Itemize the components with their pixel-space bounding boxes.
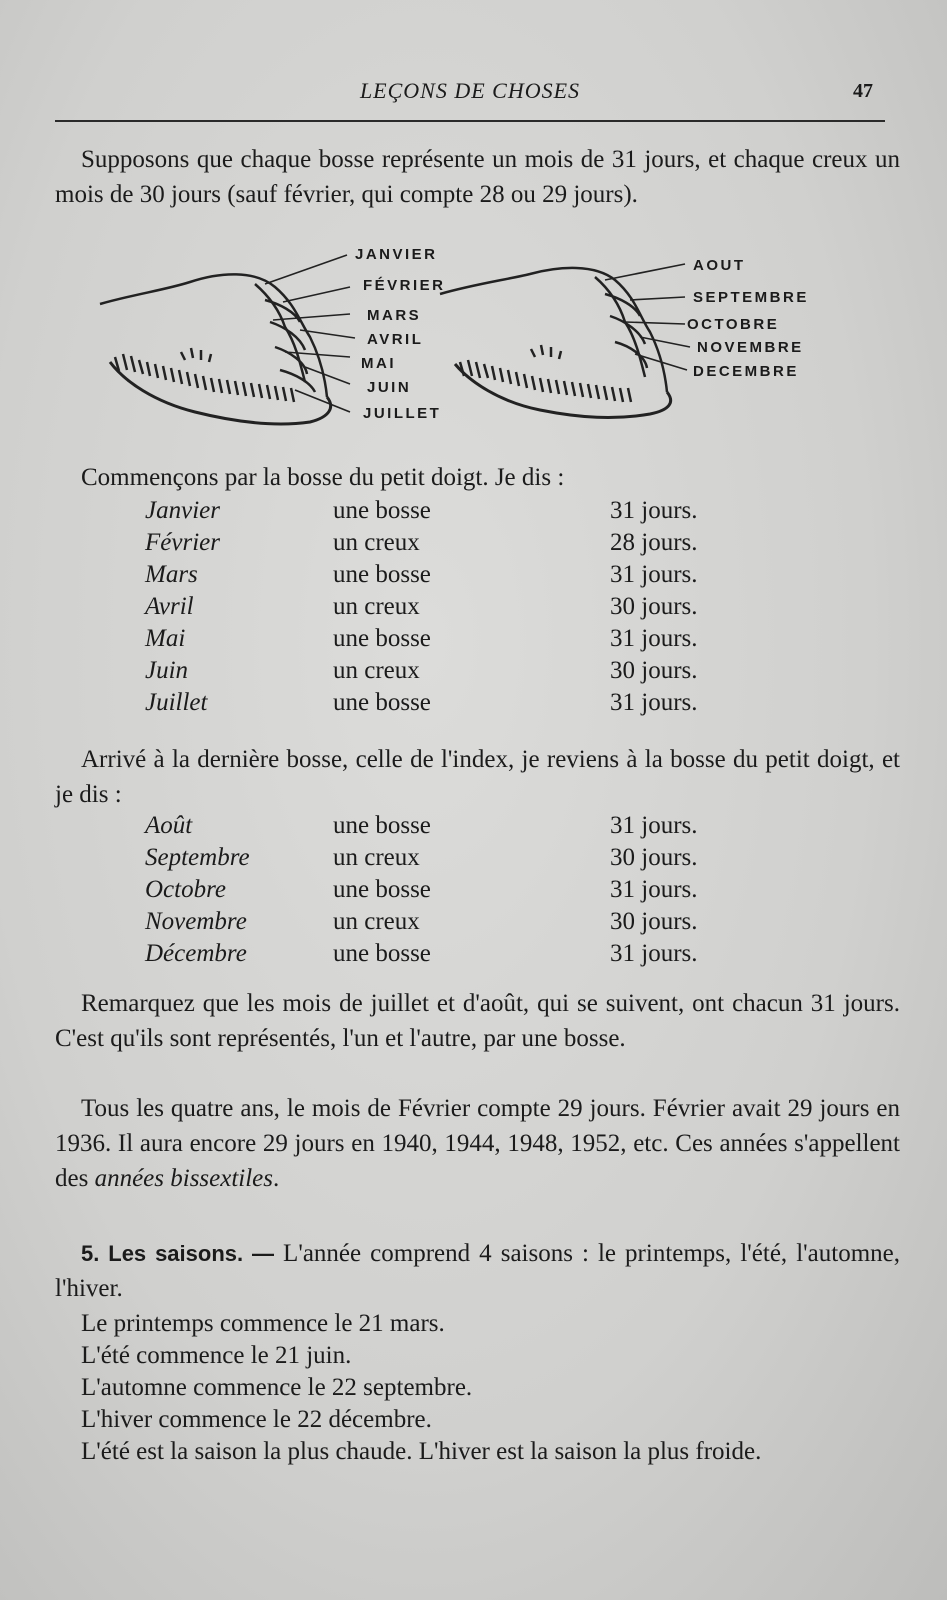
right-fist-drawing bbox=[440, 268, 671, 418]
month-kind: une bosse bbox=[333, 812, 431, 839]
season-line: L'été commence le 21 juin. bbox=[81, 1342, 352, 1369]
month-kind: une bosse bbox=[333, 625, 431, 652]
page-number: 47 bbox=[853, 80, 873, 102]
knuckles-illustration bbox=[95, 242, 875, 457]
label-aout: AOUT bbox=[693, 257, 746, 274]
month-kind: un creux bbox=[333, 529, 420, 556]
seasons-paragraph bbox=[55, 1236, 900, 1306]
month-kind: une bosse bbox=[333, 561, 431, 588]
month-days: 31 jours. bbox=[610, 497, 698, 524]
label-mai: MAI bbox=[361, 355, 396, 372]
month-kind: un creux bbox=[333, 593, 420, 620]
section-title: 5. Les saisons. — bbox=[81, 1241, 275, 1266]
month-name: Janvier bbox=[145, 497, 220, 524]
season-line: L'hiver commence le 22 décembre. bbox=[81, 1406, 432, 1433]
leap-year-term: années bissextiles bbox=[94, 1165, 274, 1192]
month-name: Juillet bbox=[145, 689, 208, 716]
month-name: Février bbox=[145, 529, 220, 556]
label-septembre: SEPTEMBRE bbox=[693, 289, 809, 306]
month-kind: une bosse bbox=[333, 497, 431, 524]
leap-year-text: Tous les quatre ans, le mois de Février compte 29 jours. Février avait 29 jours en 1936. Il aura encore 29 jours en 1940, 1944, 1948, 1952, etc. Ces années s'appellent des bbox=[55, 1095, 900, 1192]
label-decembre: DECEMBRE bbox=[693, 363, 799, 380]
month-days: 31 jours. bbox=[610, 940, 698, 967]
month-days: 31 jours. bbox=[610, 689, 698, 716]
label-mars: MARS bbox=[367, 307, 422, 324]
month-days: 31 jours. bbox=[610, 561, 698, 588]
month-days: 31 jours. bbox=[610, 876, 698, 903]
lead-paragraph-1: Commençons par la bosse du petit doigt. Je dis : bbox=[81, 464, 565, 491]
seasons-intro: L'année comprend 4 saisons : le printemps, l'été, l'automne, l'hiver. bbox=[55, 1240, 900, 1302]
month-kind: une bosse bbox=[333, 876, 431, 903]
month-days: 28 jours. bbox=[610, 529, 698, 556]
label-fevrier: FÉVRIER bbox=[363, 277, 446, 294]
month-name: Septembre bbox=[145, 844, 250, 871]
lead-paragraph-2: Arrivé à la dernière bosse, celle de l'index, je reviens à la bosse du petit doigt, et je dis : bbox=[55, 746, 900, 808]
header-title: LEÇONS DE CHOSES bbox=[359, 78, 581, 103]
left-fist-drawing bbox=[100, 274, 331, 424]
month-name: Août bbox=[145, 812, 193, 839]
label-avril: AVRIL bbox=[367, 331, 424, 348]
month-name: Mars bbox=[145, 561, 198, 588]
label-novembre: NOVEMBRE bbox=[697, 339, 804, 356]
month-kind: un creux bbox=[333, 844, 420, 871]
leader-lines bbox=[265, 255, 690, 412]
month-name: Novembre bbox=[145, 908, 247, 935]
intro-paragraph: Supposons que chaque bosse représente un mois de 31 jours, et chaque creux un mois de 30 jours (sauf février, qui compte 28 ou 29 jours). bbox=[55, 146, 900, 208]
season-line: L'automne commence le 22 septembre. bbox=[81, 1374, 473, 1401]
month-kind: un creux bbox=[333, 657, 420, 684]
season-conclusion: L'été est la saison la plus chaude. L'hiver est la saison la plus froide. bbox=[81, 1438, 762, 1465]
month-days: 30 jours. bbox=[610, 908, 698, 935]
label-octobre: OCTOBRE bbox=[687, 316, 780, 333]
running-header bbox=[55, 78, 885, 122]
label-juillet: JUILLET bbox=[363, 405, 442, 422]
leap-year-end: . bbox=[273, 1165, 280, 1192]
month-kind: une bosse bbox=[333, 940, 431, 967]
month-name: Mai bbox=[145, 625, 186, 652]
remark-paragraph: Remarquez que les mois de juillet et d'août, qui se suivent, ont chacun 31 jours. C'est qu'ils sont représentés, l'un et l'autre, par une bosse. bbox=[55, 990, 900, 1052]
month-days: 30 jours. bbox=[610, 844, 698, 871]
month-name: Juin bbox=[145, 657, 189, 684]
month-kind: un creux bbox=[333, 908, 420, 935]
month-days: 30 jours. bbox=[610, 657, 698, 684]
season-line: Le printemps commence le 21 mars. bbox=[81, 1310, 445, 1337]
month-days: 31 jours. bbox=[610, 812, 698, 839]
month-days: 31 jours. bbox=[610, 625, 698, 652]
label-janvier: JANVIER bbox=[355, 246, 438, 263]
label-juin: JUIN bbox=[367, 379, 412, 396]
month-kind: une bosse bbox=[333, 689, 431, 716]
month-name: Décembre bbox=[145, 940, 247, 967]
month-name: Avril bbox=[145, 593, 194, 620]
knuckles-figure bbox=[95, 242, 875, 457]
month-days: 30 jours. bbox=[610, 593, 698, 620]
leap-year-paragraph bbox=[55, 1091, 900, 1196]
month-name: Octobre bbox=[145, 876, 226, 903]
